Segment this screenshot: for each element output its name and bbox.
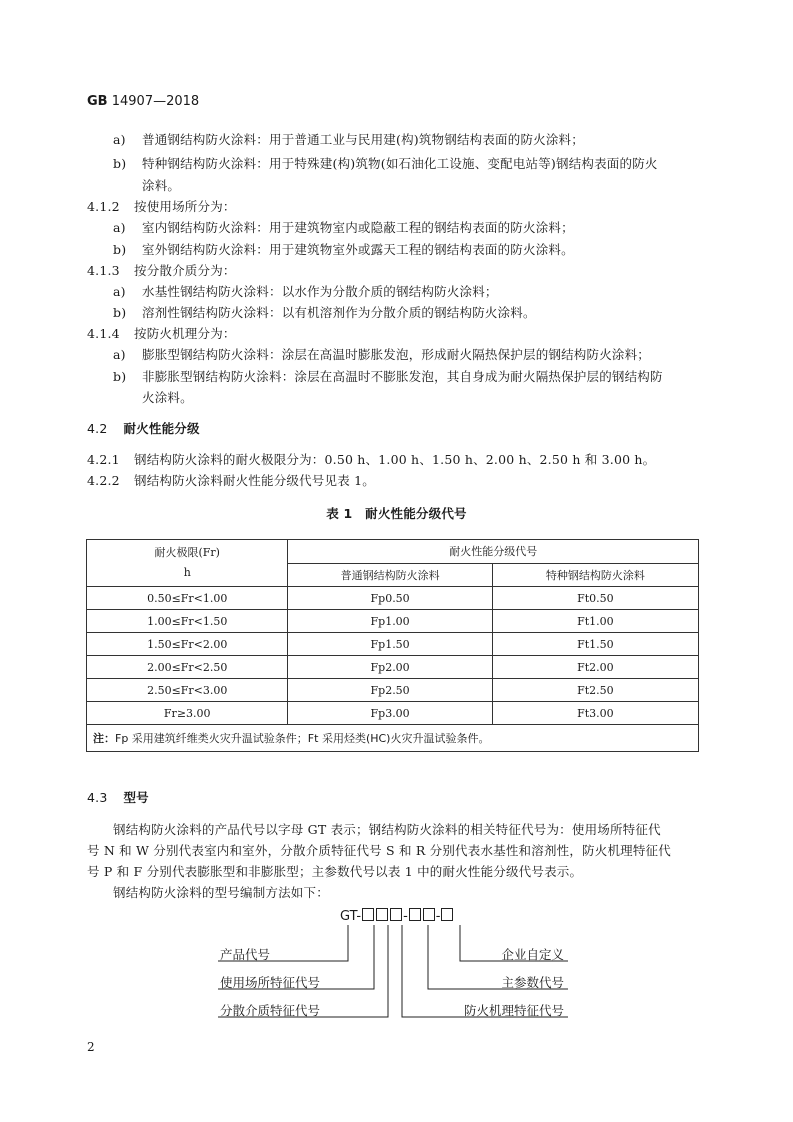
section-number: 4.3 — [87, 790, 108, 805]
column-header-fire-limit: 耐火极限(Fr) — [154, 546, 220, 559]
standard-number: 14907—2018 — [111, 94, 200, 109]
list-marker: a) — [113, 347, 126, 362]
table-cell: Fp0.50 — [288, 587, 492, 610]
list-item-text-cont: 涂料。 — [142, 178, 181, 193]
paragraph-line: 号 P 和 F 分别代表膨胀型和非膨胀型；主参数代号以表 1 中的耐火性能分级代号表示。 — [87, 864, 583, 879]
label-medium-code: 分散介质特征代号 — [220, 1003, 321, 1018]
list-item-text: 非膨胀型钢结构防火涂料：涂层在高温时不膨胀发泡，其自身成为耐火隔热保护层的钢结构防 — [142, 369, 663, 384]
list-marker: a) — [113, 284, 126, 299]
list-marker: a) — [113, 132, 126, 147]
label-product-code: 产品代号 — [220, 947, 271, 962]
section-text: 钢结构防火涂料耐火性能分级代号见表 1。 — [134, 473, 375, 488]
table-cell: Fp2.50 — [288, 679, 492, 702]
section-number: 4.2.1 — [87, 452, 120, 467]
section-number: 4.1.4 — [87, 326, 120, 341]
list-marker: b) — [113, 369, 127, 384]
model-prefix: GT — [340, 909, 357, 924]
table-cell: 2.50≤Fr<3.00 — [87, 679, 288, 702]
table-cell: Fp2.00 — [288, 656, 492, 679]
list-marker: a) — [113, 220, 126, 235]
section-title: 按防火机理分为： — [134, 326, 236, 341]
list-marker: b) — [113, 156, 127, 171]
table-cell: Fp3.00 — [288, 702, 492, 725]
model-code-template: GT- - - — [340, 908, 454, 924]
table-cell: 1.00≤Fr<1.50 — [87, 610, 288, 633]
list-marker: b) — [113, 242, 127, 257]
list-item-text: 普通钢结构防火涂料：用于普通工业与民用建(构)筑物钢结构表面的防火涂料； — [142, 132, 584, 147]
standard-code: GB — [87, 94, 108, 109]
page-number: 2 — [87, 1040, 95, 1054]
list-item-text: 膨胀型钢结构防火涂料：涂层在高温时膨胀发泡，形成耐火隔热保护层的钢结构防火涂料； — [142, 347, 651, 362]
table-cell: 2.00≤Fr<2.50 — [87, 656, 288, 679]
list-item-text: 水基性钢结构防火涂料：以水作为分散介质的钢结构防火涂料； — [142, 284, 498, 299]
label-usage-code: 使用场所特征代号 — [220, 975, 321, 990]
table-cell: Ft2.00 — [492, 656, 698, 679]
list-item-text: 室内钢结构防火涂料：用于建筑物室内或隐蔽工程的钢结构表面的防火涂料； — [142, 220, 574, 235]
section-title: 按分散介质分为： — [134, 263, 236, 278]
table-caption: 表 1 耐火性能分级代号 — [326, 506, 467, 521]
table-cell: 0.50≤Fr<1.00 — [87, 587, 288, 610]
label-enterprise-defined: 企业自定义 — [501, 947, 564, 962]
table-cell: Ft2.50 — [492, 679, 698, 702]
subheader-ordinary: 普通钢结构防火涂料 — [288, 563, 492, 587]
paragraph-line: 号 N 和 W 分别代表室内和室外，分散介质特征代号 S 和 R 分别代表水基性和溶剂性，防火机理特征代 — [87, 843, 671, 858]
table-cell: Fp1.50 — [288, 633, 492, 656]
list-item-text: 室外钢结构防火涂料：用于建筑物室外或露天工程的钢结构表面的防火涂料。 — [142, 242, 574, 257]
section-text: 钢结构防火涂料的耐火极限分为：0.50 h、1.00 h、1.50 h、2.00 h、2.50 h 和 3.00 h。 — [134, 452, 656, 467]
column-header-unit: h — [183, 566, 191, 579]
list-item-text-cont: 火涂料。 — [142, 390, 193, 405]
label-mechanism-code: 防火机理特征代号 — [463, 1003, 564, 1018]
section-number: 4.1.3 — [87, 263, 120, 278]
table-cell: Ft1.00 — [492, 610, 698, 633]
section-title: 型号 — [123, 790, 149, 805]
table-cell: 1.50≤Fr<2.00 — [87, 633, 288, 656]
section-number: 4.2 — [87, 421, 108, 436]
table-cell: Ft0.50 — [492, 587, 698, 610]
group-header-cell: 耐火性能分级代号 — [288, 540, 699, 564]
section-number: 4.2.2 — [87, 473, 120, 488]
note-label: 注： — [93, 732, 115, 745]
label-main-parameter-code: 主参数代号 — [501, 975, 564, 990]
section-title: 耐火性能分级 — [123, 421, 200, 436]
table-cell: Ft3.00 — [492, 702, 698, 725]
list-item-text: 特种钢结构防火涂料：用于特殊建(构)筑物(如石油化工设施、变配电站等)钢结构表面的防火 — [142, 156, 658, 171]
table-cell: Fp1.00 — [288, 610, 492, 633]
list-item-text: 溶剂性钢结构防火涂料：以有机溶剂作为分散介质的钢结构防火涂料。 — [142, 305, 536, 320]
subheader-special: 特种钢结构防火涂料 — [492, 563, 698, 587]
paragraph-line: 钢结构防火涂料的型号编制方法如下： — [113, 885, 329, 900]
paragraph-line: 钢结构防火涂料的产品代号以字母 GT 表示；钢结构防火涂料的相关特征代号为：使用场所特征代 — [113, 822, 661, 837]
list-marker: b) — [113, 305, 127, 320]
section-title: 按使用场所分为： — [134, 199, 236, 214]
section-number: 4.1.2 — [87, 199, 120, 214]
table-cell: Ft1.50 — [492, 633, 698, 656]
table-cell: Fr≥3.00 — [87, 702, 288, 725]
note-text: Fp 采用建筑纤维类火灾升温试验条件；Ft 采用烃类(HC)火灾升温试验条件。 — [115, 732, 490, 745]
